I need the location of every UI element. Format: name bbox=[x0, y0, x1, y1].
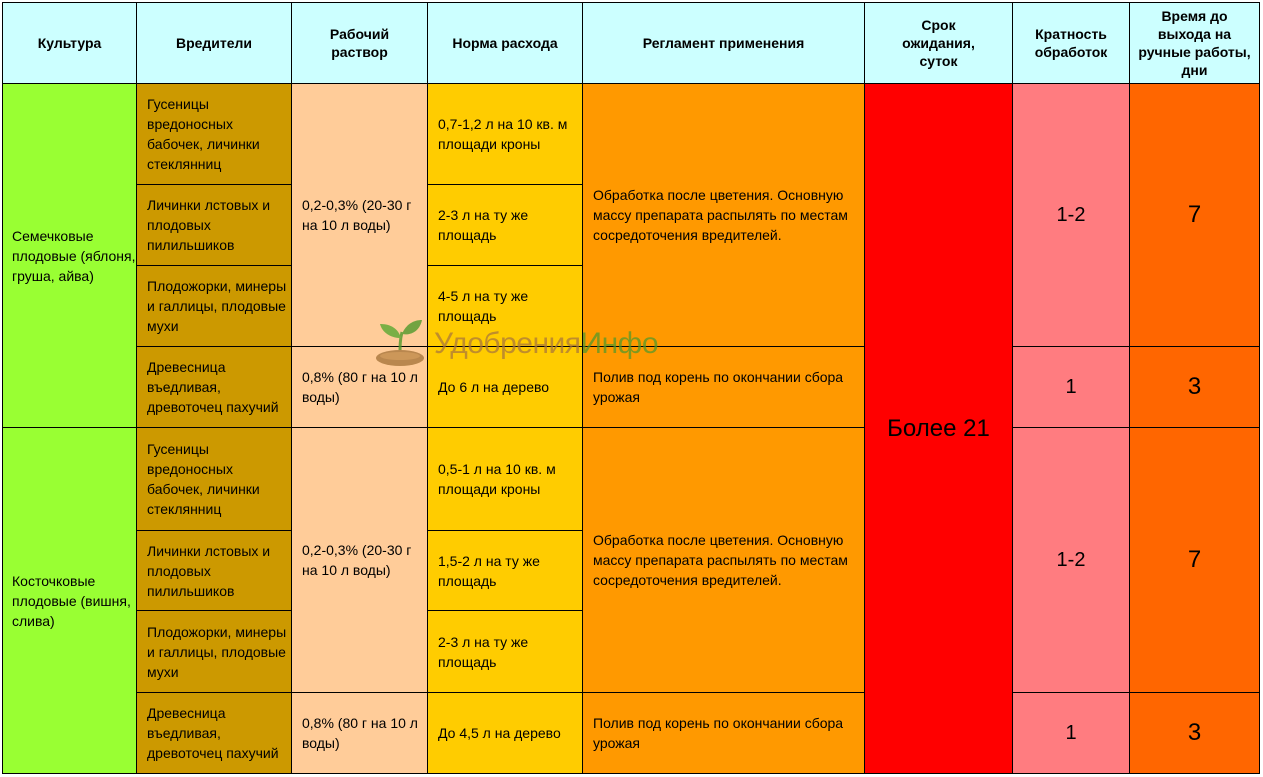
table-row bbox=[3, 428, 1260, 531]
rate-cell: 2-3 л на ту же площадь bbox=[428, 185, 583, 266]
pest-cell: Плодожорки, минеры и галлицы, плодовые мухи bbox=[137, 266, 292, 347]
multiplicity-cell: 1-2 bbox=[1013, 84, 1130, 347]
header-solution: Рабочий раствор bbox=[292, 3, 428, 84]
pest-cell: Личинки лстовых и плодовых пилильшиков bbox=[137, 185, 292, 266]
rate-cell: 1,5-2 л на ту же площадь bbox=[428, 531, 583, 611]
regulation-cell: Полив под корень по окончании сбора урожая bbox=[583, 693, 865, 774]
rate-cell: До 6 л на дерево bbox=[428, 347, 583, 428]
solution-cell: 0,8% (80 г на 10 л воды) bbox=[292, 347, 428, 428]
header-multiplicity: Кратность обработок bbox=[1013, 3, 1130, 84]
pest-cell: Личинки лстовых и плодовых пилильшиков bbox=[137, 531, 292, 611]
header-rate: Норма расхода bbox=[428, 3, 583, 84]
pest-cell: Древесница въедливая, древоточец пахучий bbox=[137, 347, 292, 428]
manual-work-cell: 7 bbox=[1130, 428, 1260, 693]
header-waiting: Срок ожидания, суток bbox=[865, 3, 1013, 84]
rate-cell: 4-5 л на ту же площадь bbox=[428, 266, 583, 347]
header-culture: Культура bbox=[3, 3, 137, 84]
regulation-cell: Полив под корень по окончании сбора урожая bbox=[583, 347, 865, 428]
pest-cell: Гусеницы вредоносных бабочек, личинки стеклянниц bbox=[137, 428, 292, 531]
pesticide-application-table bbox=[2, 2, 1260, 774]
culture-cell: Семечковые плодовые (яблоня, груша, айва) bbox=[3, 84, 137, 428]
multiplicity-cell: 1-2 bbox=[1013, 428, 1130, 693]
manual-work-cell: 7 bbox=[1130, 84, 1260, 347]
multiplicity-cell: 1 bbox=[1013, 693, 1130, 774]
manual-work-cell: 3 bbox=[1130, 347, 1260, 428]
header-pests: Вредители bbox=[137, 3, 292, 84]
rate-cell: 0,7-1,2 л на 10 кв. м площади кроны bbox=[428, 84, 583, 185]
solution-cell: 0,2-0,3% (20-30 г на 10 л воды) bbox=[292, 84, 428, 347]
watermark-part1: Удобрения bbox=[434, 327, 581, 360]
regulation-cell: Обработка после цветения. Основную массу препарата распылять по местам сосредоточения вредителей. bbox=[583, 84, 865, 347]
rate-cell: 2-3 л на ту же площадь bbox=[428, 611, 583, 693]
regulation-cell: Обработка после цветения. Основную массу препарата распылять по местам сосредоточения вредителей. bbox=[583, 428, 865, 693]
header-row bbox=[3, 3, 1260, 84]
waiting-period-cell: Более 21 bbox=[865, 84, 1013, 774]
multiplicity-cell: 1 bbox=[1013, 347, 1130, 428]
table-row bbox=[3, 84, 1260, 185]
pest-cell: Плодожорки, минеры и галлицы, плодовые мухи bbox=[137, 611, 292, 693]
culture-cell: Косточковые плодовые (вишня, слива) bbox=[3, 428, 137, 774]
watermark-part2: Инфо bbox=[580, 327, 659, 360]
table-row bbox=[3, 347, 1260, 428]
rate-cell: 0,5-1 л на 10 кв. м площади кроны bbox=[428, 428, 583, 531]
header-regulation: Регламент применения bbox=[583, 3, 865, 84]
pest-cell: Древесница въедливая, древоточец пахучий bbox=[137, 693, 292, 774]
solution-cell: 0,2-0,3% (20-30 г на 10 л воды) bbox=[292, 428, 428, 693]
pest-cell: Гусеницы вредоносных бабочек, личинки стеклянниц bbox=[137, 84, 292, 185]
rate-cell: До 4,5 л на дерево bbox=[428, 693, 583, 774]
manual-work-cell: 3 bbox=[1130, 693, 1260, 774]
solution-cell: 0,8% (80 г на 10 л воды) bbox=[292, 693, 428, 774]
header-manual-work: Время до выхода на ручные работы, дни bbox=[1130, 3, 1260, 84]
table-row bbox=[3, 693, 1260, 774]
